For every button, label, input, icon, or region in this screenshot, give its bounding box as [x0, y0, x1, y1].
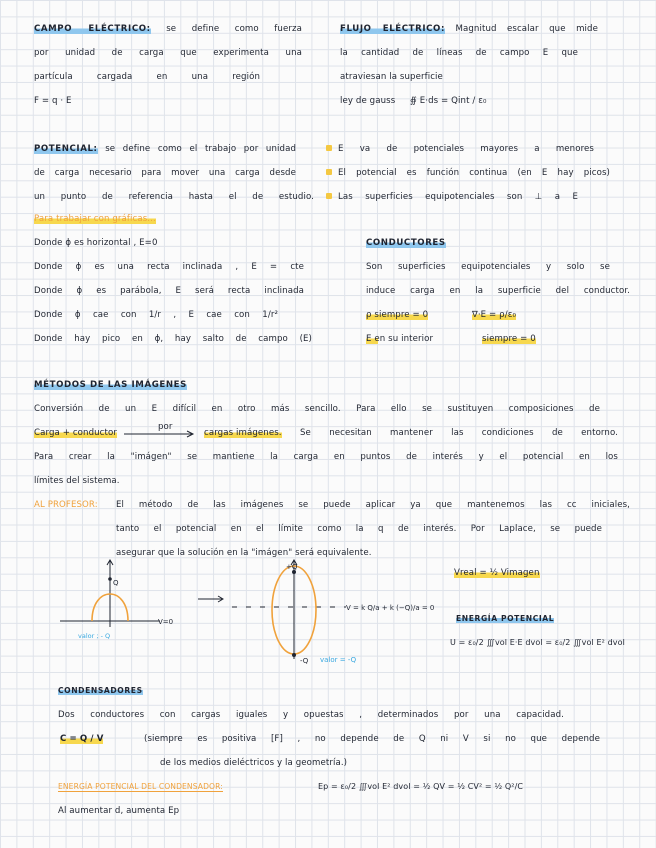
- potencial-case-4: Donde ϕ cae con 1/r , E cae con 1/r²: [34, 310, 278, 320]
- conductores-interior-b-text: siempre = 0: [482, 334, 536, 344]
- campo-electrico-def2: por unidad de carga que experimenta una: [34, 48, 302, 58]
- left-charge-q: Q: [113, 579, 119, 587]
- condensadores-title-text: CONDENSADORES: [58, 686, 143, 695]
- campo-electrico-line1: [34, 24, 302, 34]
- campo-electrico-formula: F = q · E: [34, 96, 72, 106]
- capacidad-desc-l2: de los medios dieléctricos y la geometría.): [160, 758, 348, 768]
- flujo-electrico-line1: [340, 24, 598, 34]
- metodos-l3: Para crear la "imágen" se mantiene la carga en puntos de interés y el potencial en los: [34, 452, 618, 462]
- metodos-title: [34, 380, 187, 390]
- conductores-title: [366, 238, 446, 248]
- ep-condensador-label: [58, 782, 223, 792]
- right-charge-minus: [292, 653, 296, 657]
- metodos-hl-a: [34, 428, 117, 438]
- conductores-rho: [366, 310, 428, 320]
- bullet-marker-3: [326, 193, 332, 199]
- capacidad-formula: [60, 734, 103, 744]
- campo-electrico-def3: partícula cargada en una región: [34, 72, 260, 82]
- graph-heading-text: Para trabajar con gráficas...: [34, 214, 156, 224]
- right-q-minus: -Q: [300, 657, 309, 665]
- left-valor: valor ; - Q: [78, 632, 111, 640]
- prof-l2: tanto el potencial en el límite como la q de interés. Por Laplace, se puede: [116, 524, 602, 534]
- condensadores-l1: Dos conductores con cargas iguales y opuestas , determinados por una capacidad.: [58, 710, 564, 720]
- bullet-3: Las superficies equipotenciales son ⊥ a E: [338, 192, 578, 202]
- v-image-formula: V = k Q/a + k (−Q)/a = 0: [346, 604, 435, 612]
- conductores-interior-a: E en su interior: [366, 334, 434, 344]
- conductores-gauss-local-text: ∇·E = ρ/ε₀: [472, 310, 517, 320]
- flujo-electrico-def3: atraviesan la superficie: [340, 72, 443, 82]
- metodos-hl-b-text: cargas imágenes.: [204, 428, 282, 438]
- energia-formula: U = ε₀/2 ∭vol E·E dvol = ε₀/2 ∭vol E² dvol: [450, 638, 625, 647]
- potencial-case-5: Donde hay pico en ϕ, hay salto de campo (E): [34, 334, 312, 344]
- bullet-marker-2: [326, 169, 332, 175]
- metodos-hl-b: [204, 428, 282, 438]
- right-valor: valor = -Q: [320, 656, 357, 664]
- prof-label: [34, 500, 98, 510]
- conductores-interior-b: [482, 334, 536, 344]
- metodos-l4: límites del sistema.: [34, 476, 120, 486]
- images-method-figure: [50, 555, 450, 675]
- vreal-formula: [454, 568, 540, 578]
- potencial-case-1: Donde ϕ es horizontal , E=0: [34, 238, 158, 248]
- metodos-arrow: [122, 429, 198, 439]
- flujo-electrico-def1: Magnitud escalar que mide: [455, 24, 598, 34]
- condensadores-last: Al aumentar d, aumenta Ep: [58, 806, 180, 816]
- condensadores-title: [58, 686, 143, 696]
- bullet-2: El potencial es función continua (en E hay picos): [338, 168, 610, 178]
- potencial-case-3: Donde ϕ es parábola, E será recta inclinada: [34, 286, 304, 296]
- energia-title-text: ENERGÍA POTENCIAL: [456, 614, 555, 623]
- ep-condensador-label-text: ENERGÍA POTENCIAL DEL CONDENSADOR:: [58, 782, 223, 791]
- metodos-l1: Conversión de un E difícil en otro más sencillo. Para ello se sustituyen composiciones de: [34, 404, 600, 414]
- potencial-def1: se define como el trabajo por unidad: [105, 144, 296, 154]
- capacidad-formula-text: C = Q / V: [60, 734, 104, 744]
- left-v-zero: V=0: [158, 618, 174, 626]
- ep-condensador-formula: Ep = ε₀/2 ∭vol E² dvol = ½ QV = ½ CV² = ½ Q²/C: [318, 782, 524, 791]
- conductores-l1: Son superficies equipotenciales y solo se: [366, 262, 610, 272]
- prof-label-text: AL PROFESOR:: [34, 500, 98, 510]
- energia-title: [456, 614, 554, 624]
- flujo-electrico-def2: la cantidad de líneas de campo E que: [340, 48, 578, 58]
- prof-l1: El método de las imágenes se puede aplicar ya que mantenemos las cc iniciales,: [116, 500, 630, 510]
- potencial-case-2: Donde ϕ es una recta inclinada , E = cte: [34, 262, 304, 272]
- graph-heading: [34, 214, 156, 224]
- campo-electrico-def1: se define como fuerza: [166, 24, 302, 34]
- metodos-title-text: MÉTODOS DE LAS IMÁGENES: [34, 380, 187, 390]
- vreal-formula-text: Vreal = ½ Vimagen: [454, 568, 540, 578]
- left-charge-dot: [108, 577, 112, 581]
- conductores-title-text: CONDUCTORES: [366, 238, 446, 248]
- right-q-plus: +Q: [286, 563, 298, 571]
- campo-electrico-title: CAMPO ELÉCTRICO:: [34, 24, 151, 34]
- prof-l3: asegurar que la solución en la "imágen" será equivalente.: [116, 548, 372, 558]
- potencial-def2: de carga necesario para mover una carga desde: [34, 168, 296, 178]
- potencial-title: POTENCIAL:: [34, 144, 98, 154]
- gauss-formula: ∯ E·ds = Qint / ε₀: [410, 96, 487, 106]
- potencial-def3: un punto de referencia hasta el de estudio.: [34, 192, 314, 202]
- flujo-electrico-title: FLUJO ELÉCTRICO:: [340, 24, 446, 34]
- conductores-l2: induce carga en la superficie del conductor.: [366, 286, 630, 296]
- conductores-interior: [366, 334, 433, 344]
- potencial-line1: [34, 144, 296, 154]
- conductores-gauss-local: [472, 310, 516, 320]
- metodos-arrow-label: por: [158, 422, 173, 432]
- gauss-label: ley de gauss: [340, 96, 396, 106]
- metodos-l2-rest: Se necesitan mantener las condiciones de entorno.: [300, 428, 618, 438]
- bullet-marker-1: [326, 145, 332, 151]
- conductores-rho-text: ρ siempre = 0: [366, 310, 429, 320]
- metodos-hl-a-text: Carga + conductor: [34, 428, 117, 438]
- bullet-1: E va de potenciales mayores a menores: [338, 144, 594, 154]
- capacidad-desc-l1: (siempre es positiva [F] , no depende de Q ni V si no que depende: [144, 734, 600, 744]
